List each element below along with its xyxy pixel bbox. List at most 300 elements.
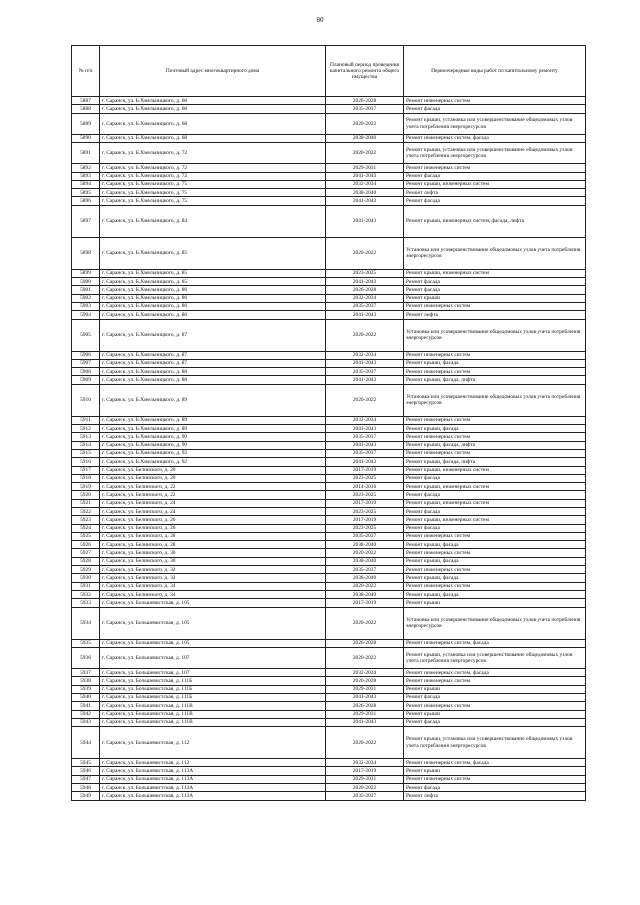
row-period: 2032-2034: [326, 669, 404, 677]
row-address: г. Саранск, ул. Белинского, д. 22: [100, 491, 326, 499]
row-number: 5931: [72, 582, 100, 590]
row-number: 5896: [72, 197, 100, 205]
table-row: [72, 180, 586, 188]
row-period: 2017-2019: [326, 516, 404, 524]
row-number: 5926: [72, 541, 100, 549]
row-work: Ремонт крыши: [404, 294, 586, 302]
row-period: 2020-2022: [326, 607, 404, 639]
table-row: [72, 702, 586, 710]
row-work: Ремонт крыши, установка или усовершенствование общедомовых узлов учета потребления энергоресурсов: [404, 727, 586, 759]
row-number: 5903: [72, 302, 100, 310]
table-row: [72, 286, 586, 294]
row-work: Ремонт крыши, установка или усовершенствование общедомовых узлов учета потребления энергоресурсов: [404, 143, 586, 164]
row-period: 2029-2031: [326, 164, 404, 172]
table-row: [72, 474, 586, 482]
row-period: 2041-2043: [326, 718, 404, 726]
table-row: [72, 351, 586, 359]
row-work: Ремонт инженерных систем: [404, 677, 586, 685]
row-period: 2020-2022: [326, 582, 404, 590]
table-header: [72, 46, 586, 97]
row-period: 2041-2043: [326, 425, 404, 433]
row-number: 5914: [72, 441, 100, 449]
table-row: [72, 532, 586, 540]
row-work: Ремонт лифта: [404, 311, 586, 319]
header-work: Первоочередные виды работ по капитальному ремонту: [404, 46, 586, 97]
row-address: г. Саранск, ул. Большевистская, д. 111В: [100, 710, 326, 718]
row-address: г. Саранск, ул. Большевистская, д. 111Б: [100, 685, 326, 693]
row-work: Ремонт крыши, установка или усовершенствование общедомовых узлов учета потребления энергоресурсов: [404, 647, 586, 668]
row-work: Ремонт фасада: [404, 197, 586, 205]
row-address: г. Саранск, ул. Б.Хмельницкого, д. 72: [100, 143, 326, 164]
row-address: г. Саранск, ул. Б.Хмельницкого, д. 92: [100, 458, 326, 466]
header-address: Почтовый адрес многоквартирного дома: [100, 46, 326, 97]
row-address: г. Саранск, ул. Большевистская, д. 113А: [100, 767, 326, 775]
row-number: 5916: [72, 458, 100, 466]
row-period: 2026-2028: [326, 286, 404, 294]
row-number: 5919: [72, 483, 100, 491]
table-row: [72, 466, 586, 474]
table-row: [72, 599, 586, 607]
row-period: 2035-2037: [326, 449, 404, 457]
row-address: г. Саранск, ул. Б.Хмельницкого, д. 66: [100, 105, 326, 113]
row-period: 2041-2043: [326, 458, 404, 466]
header-num: № п/п: [72, 46, 100, 97]
table-row: [72, 441, 586, 449]
table-row: [72, 458, 586, 466]
row-address: г. Саранск, ул. Б.Хмельницкого, д. 87: [100, 351, 326, 359]
row-address: г. Саранск, ул. Б.Хмельницкого, д. 89: [100, 416, 326, 424]
row-period: 2020-2022: [326, 647, 404, 668]
row-number: 5897: [72, 205, 100, 237]
row-address: г. Саранск, ул. Большевистская, д. 111В: [100, 702, 326, 710]
row-work: Ремонт лифта: [404, 792, 586, 800]
row-work: Ремонт фасада: [404, 491, 586, 499]
row-address: г. Саранск, ул. Б.Хмельницкого, д. 92: [100, 449, 326, 457]
row-period: 2038-2040: [326, 557, 404, 565]
row-work: Ремонт инженерных систем: [404, 351, 586, 359]
row-address: г. Саранск, ул. Белинского, д. 34: [100, 582, 326, 590]
row-number: 5894: [72, 180, 100, 188]
page-number: 80: [316, 16, 324, 24]
header-period: Плановый период проведения капитального ремонта общего имущества: [326, 46, 404, 97]
row-address: г. Саранск, ул. Б.Хмельницкого, д. 90: [100, 441, 326, 449]
row-number: 5949: [72, 792, 100, 800]
table-row: [72, 205, 586, 237]
row-period: 2041-2043: [326, 197, 404, 205]
row-period: 2032-2034: [326, 416, 404, 424]
table-row: [72, 574, 586, 582]
capital-repair-table: [71, 45, 586, 801]
row-address: г. Саранск, ул. Б.Хмельницкого, д. 85: [100, 237, 326, 269]
row-address: г. Саранск, ул. Б.Хмельницкого, д. 87: [100, 359, 326, 367]
row-address: г. Саранск, ул. Б.Хмельницкого, д. 85: [100, 278, 326, 286]
row-period: 2041-2043: [326, 693, 404, 701]
row-work: Ремонт крыши: [404, 710, 586, 718]
row-period: 2023-2025: [326, 474, 404, 482]
row-period: 2020-2022: [326, 319, 404, 351]
row-work: Ремонт фасада: [404, 507, 586, 515]
table-row: [72, 134, 586, 142]
row-period: 2032-2034: [326, 294, 404, 302]
row-address: г. Саранск, ул. Б.Хмельницкого, д. 84: [100, 205, 326, 237]
row-number: 5892: [72, 164, 100, 172]
row-number: 5908: [72, 368, 100, 376]
row-work: Ремонт инженерных систем: [404, 97, 586, 105]
row-work: Ремонт инженерных систем: [404, 433, 586, 441]
table-row: [72, 685, 586, 693]
row-work: Ремонт крыши, фасада: [404, 541, 586, 549]
row-address: г. Саранск, ул. Большевистская, д. 111Б: [100, 693, 326, 701]
row-work: Ремонт крыши, инженерных систем: [404, 180, 586, 188]
table-row: [72, 693, 586, 701]
row-work: Ремонт фасада: [404, 718, 586, 726]
row-address: г. Саранск, ул. Б.Хмельницкого, д. 87: [100, 319, 326, 351]
table-row: [72, 557, 586, 565]
row-number: 5938: [72, 677, 100, 685]
row-address: г. Саранск, ул. Б.Хмельницкого, д. 88: [100, 368, 326, 376]
row-number: 5920: [72, 491, 100, 499]
row-work: Ремонт крыши, фасада: [404, 557, 586, 565]
row-address: г. Саранск, ул. Б.Хмельницкого, д. 66: [100, 97, 326, 105]
row-number: 5934: [72, 607, 100, 639]
row-work: Установка или усовершенствование общедомовых узлов учета потребления энергоресурсов: [404, 607, 586, 639]
row-work: Ремонт инженерных систем: [404, 582, 586, 590]
row-number: 5930: [72, 574, 100, 582]
table-row: [72, 499, 586, 507]
table-row: [72, 416, 586, 424]
row-period: 2029-2031: [326, 710, 404, 718]
row-period: 2041-2043: [326, 311, 404, 319]
row-work: Ремонт крыши: [404, 767, 586, 775]
row-address: г. Саранск, ул. Б.Хмельницкого, д. 88: [100, 376, 326, 384]
row-number: 5893: [72, 172, 100, 180]
row-period: 2020-2022: [326, 237, 404, 269]
row-work: Ремонт инженерных систем: [404, 368, 586, 376]
row-number: 5904: [72, 311, 100, 319]
row-number: 5890: [72, 134, 100, 142]
row-number: 5905: [72, 319, 100, 351]
table-row: [72, 582, 586, 590]
row-address: г. Саранск, ул. Белинского, д. 26: [100, 516, 326, 524]
row-work: Ремонт инженерных систем, фасада: [404, 134, 586, 142]
row-number: 5944: [72, 727, 100, 759]
row-work: Ремонт крыши: [404, 685, 586, 693]
row-address: г. Саранск, ул. Большевистская, д. 111Б: [100, 677, 326, 685]
row-number: 5915: [72, 449, 100, 457]
row-address: г. Саранск, ул. Белинского, д. 20: [100, 474, 326, 482]
row-number: 5898: [72, 237, 100, 269]
row-work: Ремонт лифта: [404, 189, 586, 197]
table-row: [72, 710, 586, 718]
row-period: 2023-2025: [326, 507, 404, 515]
table-row: [72, 143, 586, 164]
row-address: г. Саранск, ул. Большевистская, д. 105: [100, 639, 326, 647]
table-row: [72, 516, 586, 524]
table-row: [72, 491, 586, 499]
row-period: 2026-2028: [326, 639, 404, 647]
row-address: г. Саранск, ул. Большевистская, д. 107: [100, 647, 326, 668]
row-period: 2032-2034: [326, 180, 404, 188]
row-address: г. Саранск, ул. Белинского, д. 30: [100, 557, 326, 565]
row-period: 2035-2037: [326, 566, 404, 574]
table-row: [72, 775, 586, 783]
row-work: Ремонт фасада: [404, 784, 586, 792]
row-period: 2032-2034: [326, 351, 404, 359]
row-period: 2038-2040: [326, 134, 404, 142]
table-row: [72, 759, 586, 767]
row-address: г. Саранск, ул. Б.Хмельницкого, д. 68: [100, 113, 326, 134]
row-period: 2041-2043: [326, 359, 404, 367]
row-period: 2035-2037: [326, 792, 404, 800]
row-address: г. Саранск, ул. Белинского, д. 30: [100, 549, 326, 557]
row-address: г. Саранск, ул. Белинского, д. 28: [100, 541, 326, 549]
row-work: Ремонт крыши, инженерных систем: [404, 466, 586, 474]
table-row: [72, 425, 586, 433]
row-address: г. Саранск, ул. Большевистская, д. 105: [100, 599, 326, 607]
row-number: 5901: [72, 286, 100, 294]
row-work: Ремонт инженерных систем: [404, 775, 586, 783]
table-row: [72, 269, 586, 277]
table-row: [72, 197, 586, 205]
row-work: Ремонт фасада: [404, 105, 586, 113]
row-address: г. Саранск, ул. Белинского, д. 32: [100, 566, 326, 574]
row-period: 2035-2037: [326, 105, 404, 113]
row-period: 2038-2040: [326, 189, 404, 197]
row-number: 5899: [72, 269, 100, 277]
row-address: г. Саранск, ул. Белинского, д. 24: [100, 499, 326, 507]
table-row: [72, 237, 586, 269]
table-row: [72, 319, 586, 351]
row-work: Ремонт фасада: [404, 172, 586, 180]
row-number: 5935: [72, 639, 100, 647]
row-number: 5912: [72, 425, 100, 433]
row-address: г. Саранск, ул. Большевистская, д. 105: [100, 607, 326, 639]
row-address: г. Саранск, ул. Б.Хмельницкого, д. 86: [100, 302, 326, 310]
row-work: Ремонт крыши, фасада: [404, 359, 586, 367]
row-number: 5923: [72, 516, 100, 524]
row-address: г. Саранск, ул. Б.Хмельницкого, д. 75: [100, 189, 326, 197]
row-work: Ремонт крыши, фасада, лифта: [404, 441, 586, 449]
table-row: [72, 278, 586, 286]
row-address: г. Саранск, ул. Большевистская, д. 111В: [100, 718, 326, 726]
table-body: [72, 97, 586, 801]
row-period: 2020-2022: [326, 784, 404, 792]
table-row: [72, 97, 586, 105]
row-period: 2041-2043: [326, 441, 404, 449]
table-row: [72, 294, 586, 302]
row-period: 2041-2043: [326, 278, 404, 286]
row-address: г. Саранск, ул. Белинского, д. 34: [100, 590, 326, 598]
row-period: 2026-2028: [326, 97, 404, 105]
row-address: г. Саранск, ул. Большевистская, д. 113А: [100, 784, 326, 792]
table-row: [72, 172, 586, 180]
row-address: г. Саранск, ул. Белинского, д. 20: [100, 466, 326, 474]
row-address: г. Саранск, ул. Б.Хмельницкого, д. 75: [100, 197, 326, 205]
table-row: [72, 359, 586, 367]
row-period: 2023-2025: [326, 491, 404, 499]
row-address: г. Саранск, ул. Б.Хмельницкого, д. 72: [100, 164, 326, 172]
row-address: г. Саранск, ул. Б.Хмельницкого, д. 68: [100, 134, 326, 142]
row-period: 2023-2025: [326, 524, 404, 532]
table-row: [72, 677, 586, 685]
row-period: 2035-2037: [326, 532, 404, 540]
table-row: [72, 541, 586, 549]
row-address: г. Саранск, ул. Б.Хмельницкого, д. 90: [100, 433, 326, 441]
table-row: [72, 507, 586, 515]
row-work: Ремонт инженерных систем: [404, 566, 586, 574]
row-number: 5939: [72, 685, 100, 693]
row-number: 5922: [72, 507, 100, 515]
row-number: 5937: [72, 669, 100, 677]
row-number: 5925: [72, 532, 100, 540]
row-period: 2035-2037: [326, 433, 404, 441]
row-address: г. Саранск, ул. Белинского, д. 24: [100, 507, 326, 515]
row-work: Установка или усовершенствование общедомовых узлов учета потребления энергоресурсов: [404, 384, 586, 416]
row-address: г. Саранск, ул. Б.Хмельницкого, д. 86: [100, 286, 326, 294]
row-period: 2026-2028: [326, 702, 404, 710]
row-work: Ремонт инженерных систем, фасада: [404, 669, 586, 677]
row-number: 5909: [72, 376, 100, 384]
row-period: 2029-2031: [326, 775, 404, 783]
row-address: г. Саранск, ул. Белинского, д. 26: [100, 524, 326, 532]
row-number: 5902: [72, 294, 100, 302]
table-row: [72, 384, 586, 416]
table-row: [72, 105, 586, 113]
row-work: Ремонт фасада: [404, 286, 586, 294]
table-row: [72, 718, 586, 726]
row-work: Ремонт крыши, установка или усовершенствование общедомовых узлов учета потребления энергоресурсов: [404, 113, 586, 134]
row-number: 5932: [72, 590, 100, 598]
row-number: 5907: [72, 359, 100, 367]
row-address: г. Саранск, ул. Б.Хмельницкого, д. 75: [100, 180, 326, 188]
table-row: [72, 669, 586, 677]
row-number: 5940: [72, 693, 100, 701]
row-work: Ремонт крыши, фасада, лифта: [404, 376, 586, 384]
row-period: 2038-2040: [326, 574, 404, 582]
table-row: [72, 647, 586, 668]
row-work: Ремонт крыши, фасада: [404, 574, 586, 582]
row-period: 2035-2037: [326, 368, 404, 376]
row-work: Ремонт инженерных систем: [404, 416, 586, 424]
row-number: 5947: [72, 775, 100, 783]
row-work: Ремонт крыши, инженерных систем: [404, 269, 586, 277]
row-period: 2020-2022: [326, 113, 404, 134]
row-work: Ремонт фасада: [404, 524, 586, 532]
row-period: 2020-2022: [326, 384, 404, 416]
row-address: г. Саранск, ул. Большевистская, д. 112: [100, 759, 326, 767]
row-period: 2023-2025: [326, 269, 404, 277]
table-row: [72, 590, 586, 598]
row-number: 5943: [72, 718, 100, 726]
row-period: 2041-2043: [326, 172, 404, 180]
row-number: 5918: [72, 474, 100, 482]
table-row: [72, 784, 586, 792]
row-period: 2017-2019: [326, 466, 404, 474]
table-row: [72, 727, 586, 759]
table-row: [72, 549, 586, 557]
row-number: 5929: [72, 566, 100, 574]
row-address: г. Саранск, ул. Большевистская, д. 113А: [100, 792, 326, 800]
row-work: Ремонт крыши, инженерных систем: [404, 499, 586, 507]
row-address: г. Саранск, ул. Большевистская, д. 112: [100, 727, 326, 759]
row-number: 5945: [72, 759, 100, 767]
row-work: Установка или усовершенствование общедомовых узлов учета потребления энергоресурсов: [404, 319, 586, 351]
table-row: [72, 449, 586, 457]
row-number: 5927: [72, 549, 100, 557]
table-row: [72, 302, 586, 310]
row-work: Ремонт фасада: [404, 278, 586, 286]
row-work: Ремонт инженерных систем, фасада: [404, 759, 586, 767]
row-number: 5895: [72, 189, 100, 197]
row-number: 5928: [72, 557, 100, 565]
row-number: 5900: [72, 278, 100, 286]
row-period: 2026-2028: [326, 677, 404, 685]
row-period: 2029-2031: [326, 685, 404, 693]
row-period: 2017-2019: [326, 499, 404, 507]
row-period: 2038-2040: [326, 590, 404, 598]
row-work: Ремонт инженерных систем: [404, 164, 586, 172]
table-row: [72, 189, 586, 197]
table-row: [72, 164, 586, 172]
table-row: [72, 433, 586, 441]
row-number: 5948: [72, 784, 100, 792]
row-number: 5889: [72, 113, 100, 134]
table-row: [72, 311, 586, 319]
row-work: Ремонт крыши, фасада, лифта: [404, 458, 586, 466]
table-row: [72, 767, 586, 775]
row-number: 5941: [72, 702, 100, 710]
row-period: 2020-2022: [326, 549, 404, 557]
table-row: [72, 368, 586, 376]
row-work: Установка или усовершенствование общедомовых узлов учета потребления энергоресурсов: [404, 237, 586, 269]
row-period: 2041-2043: [326, 376, 404, 384]
row-period: 2017-2019: [326, 767, 404, 775]
row-address: г. Саранск, ул. Белинского, д. 32: [100, 574, 326, 582]
row-work: Ремонт крыши, фасада: [404, 425, 586, 433]
table-row: [72, 524, 586, 532]
row-number: 5906: [72, 351, 100, 359]
row-work: Ремонт фасада: [404, 474, 586, 482]
row-address: г. Саранск, ул. Белинского, д. 22: [100, 483, 326, 491]
row-address: г. Саранск, ул. Большевистская, д. 107: [100, 669, 326, 677]
table-row: [72, 113, 586, 134]
row-number: 5913: [72, 433, 100, 441]
row-number: 5891: [72, 143, 100, 164]
row-work: Ремонт инженерных систем: [404, 702, 586, 710]
table-row: [72, 607, 586, 639]
row-period: 2017-2019: [326, 599, 404, 607]
row-address: г. Саранск, ул. Белинского, д. 28: [100, 532, 326, 540]
row-number: 5911: [72, 416, 100, 424]
row-number: 5942: [72, 710, 100, 718]
row-number: 5917: [72, 466, 100, 474]
row-number: 5924: [72, 524, 100, 532]
row-work: Ремонт крыши, инженерных систем, фасада, лифта: [404, 205, 586, 237]
row-number: 5946: [72, 767, 100, 775]
row-number: 5888: [72, 105, 100, 113]
table-row: [72, 483, 586, 491]
row-work: Ремонт крыши, фасада: [404, 590, 586, 598]
row-number: 5921: [72, 499, 100, 507]
table-row: [72, 376, 586, 384]
table-row: [72, 566, 586, 574]
row-period: 2020-2022: [326, 143, 404, 164]
row-number: 5936: [72, 647, 100, 668]
row-work: Ремонт инженерных систем: [404, 532, 586, 540]
row-address: г. Саранск, ул. Б.Хмельницкого, д. 85: [100, 269, 326, 277]
row-work: Ремонт крыши: [404, 599, 586, 607]
row-period: 2035-2037: [326, 302, 404, 310]
